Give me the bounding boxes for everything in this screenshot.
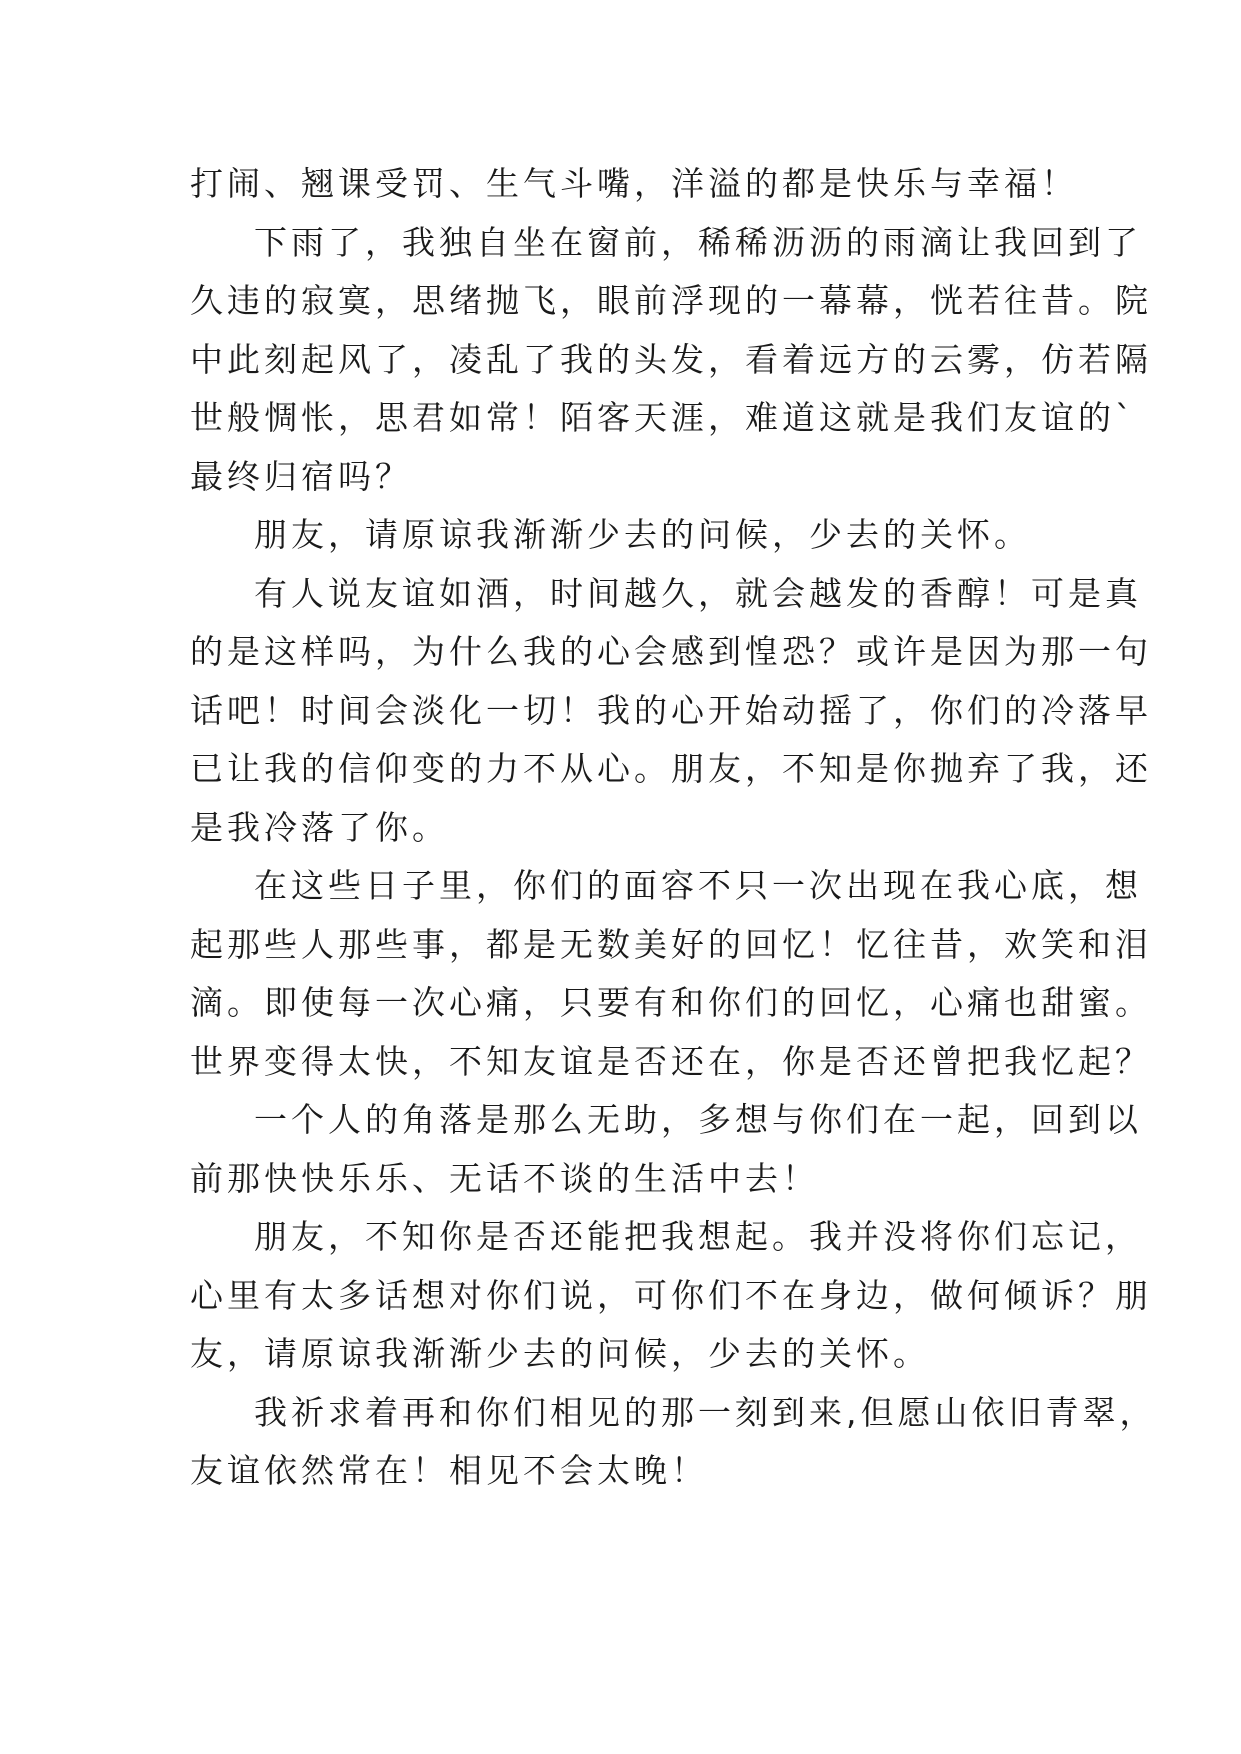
- text-line: 中此刻起风了，凌乱了我的头发，看着远方的云雾，仿若隔: [190, 339, 1152, 379]
- text-line: 起那些人那些事，都是无数美好的回忆！忆往昔，欢笑和泪: [190, 924, 1152, 964]
- text-line: 最终归宿吗？: [190, 456, 412, 496]
- text-line: 朋友，不知你是否还能把我想起。我并没将你们忘记，: [254, 1217, 1142, 1256]
- text-line: 友，请原谅我渐渐少去的问候，少去的关怀。: [190, 1334, 930, 1373]
- text-line: 我祈求着再和你们相见的那一刻到来,但愿山依旧青翠，: [254, 1392, 1157, 1432]
- text-line: 心里有太多话想对你们说，可你们不在身边，做何倾诉？朋: [190, 1275, 1152, 1315]
- text-line: 世般惆怅，思君如常！陌客天涯，难道这就是我们友谊的`: [190, 398, 1136, 437]
- text-line: 久违的寂寞，思绪抛飞，眼前浮现的一幕幕，恍若往昔。院: [190, 281, 1152, 320]
- text-line: 友谊依然常在！相见不会太晚！: [190, 1451, 708, 1490]
- text-line: 在这些日子里，你们的面容不只一次出现在我心底，想: [254, 866, 1142, 905]
- text-line: 的是这样吗，为什么我的心会感到惶恐？或许是因为那一句: [190, 632, 1152, 671]
- body-text: [190, 155, 1157, 1501]
- text-line: 话吧！时间会淡化一切！我的心开始动摇了，你们的冷落早: [190, 690, 1152, 730]
- text-line: 一个人的角落是那么无助，多想与你们在一起，回到以: [254, 1100, 1142, 1139]
- text-line: 有人说友谊如酒，时间越久，就会越发的香醇！可是真: [254, 573, 1142, 613]
- text-line: 前那快快乐乐、无话不谈的生活中去！: [190, 1158, 819, 1198]
- text-line: 滴。即使每一次心痛，只要有和你们的回忆，心痛也甜蜜。: [190, 983, 1152, 1022]
- text-line: 世界变得太快，不知友谊是否还在，你是否还曾把我忆起？: [190, 1041, 1152, 1081]
- text-line: 朋友，请原谅我渐渐少去的问候，少去的关怀。: [254, 515, 1031, 554]
- text-line: 打闹、翘课受罚、生气斗嘴，洋溢的都是快乐与幸福！: [190, 164, 1078, 203]
- text-line: 下雨了，我独自坐在窗前，稀稀沥沥的雨滴让我回到了: [254, 222, 1142, 262]
- text-line: 是我冷落了你。: [190, 807, 449, 847]
- text-line: 已让我的信仰变的力不从心。朋友，不知是你抛弃了我，还: [190, 749, 1152, 788]
